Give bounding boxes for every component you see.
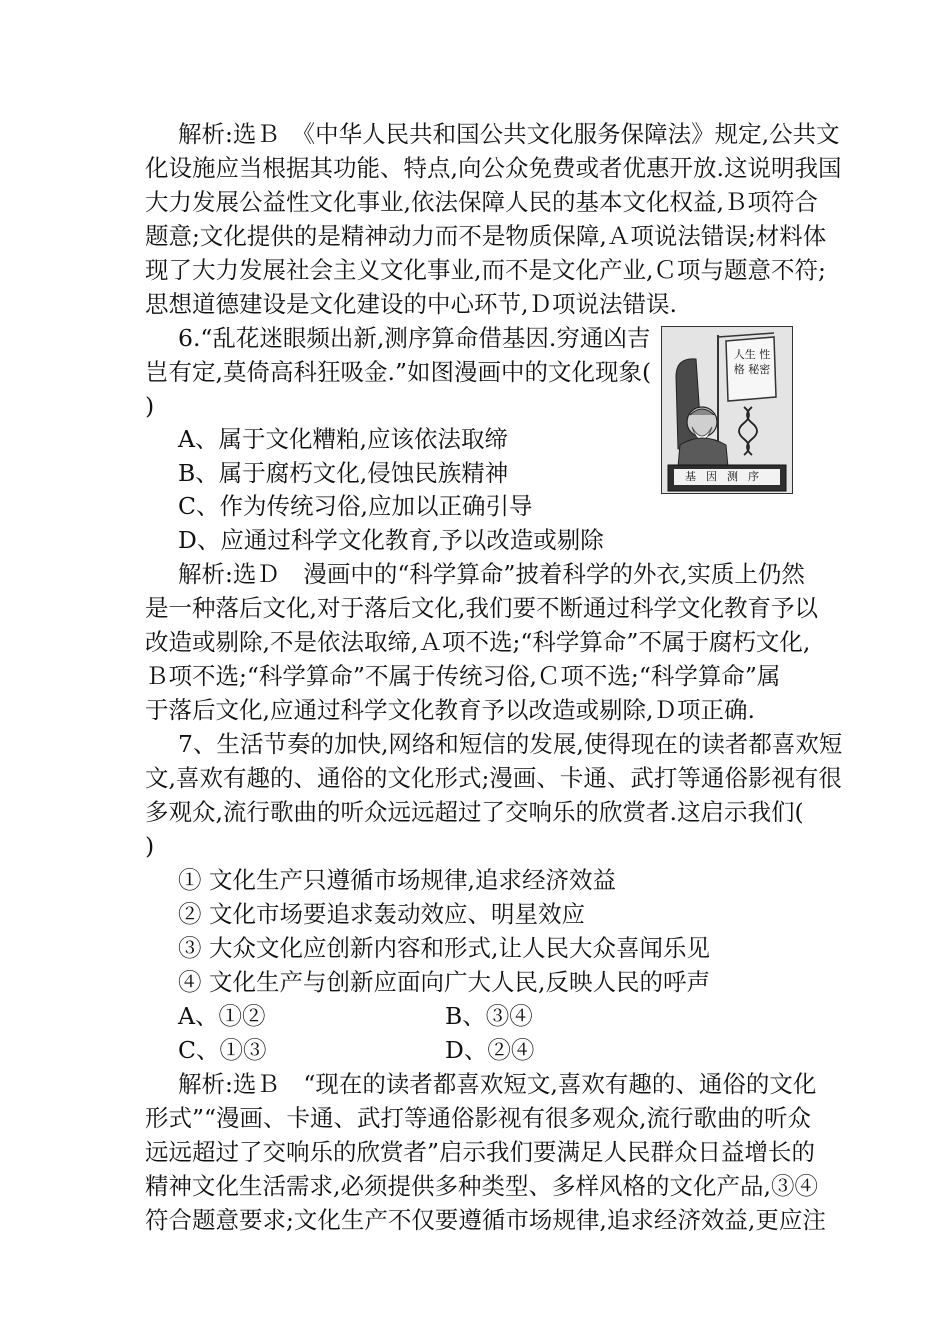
q7-analysis-line-3: 远远超过了交响乐的欣赏者”启示我们要满足人民群众日益增长的 xyxy=(145,1138,816,1166)
q5-analysis-line-3: 大力发展公益性文化事业,依法保障人民的基本文化权益,Ｂ项符合 xyxy=(145,188,818,216)
q6-option-c: C、作为传统习俗,应加以正确引导 xyxy=(178,492,533,520)
q6-option-d: D、应通过科学文化教育,予以改造或剔除 xyxy=(178,526,604,554)
q5-analysis-line-5: 现了大力发展社会主义文化事业,而不是文化产业,Ｃ项与题意不符; xyxy=(145,256,826,284)
q7-stem-line-1: 7、生活节奏的加快,网络和短信的发展,使得现在的读者都喜欢短 xyxy=(178,730,843,758)
q6-analysis-line-3: 改造或剔除,不是依法取缔,Ａ项不选;“科学算命”不属于腐朽文化, xyxy=(145,628,811,656)
q5-analysis-line-4: 题意;文化提供的是精神动力而不是物质保障,Ａ项说法错误;材料体 xyxy=(145,222,827,250)
q7-option-a: A、①② xyxy=(178,1002,266,1030)
fortune-telling-cartoon xyxy=(661,326,793,494)
q7-stem-line-3: 多观众,流行歌曲的听众远远超过了交响乐的欣赏者.这启示我们( xyxy=(145,798,804,826)
q7-item-4: ④ 文化生产与创新应面向广大人民,反映人民的呼声 xyxy=(178,968,710,996)
q5-analysis-line-2: 化设施应当根据其功能、特点,向公众免费或者优惠开放.这说明我国 xyxy=(145,154,842,182)
cartoon-banner-text: 人生 性格 秘密 xyxy=(733,348,771,376)
q6-stem-line-3: ) xyxy=(145,392,155,420)
q7-analysis-line-1: 解析:选Ｂ “现在的读者都喜欢短文,喜欢有趣的、通俗的文化 xyxy=(178,1070,817,1098)
q6-option-b: B、属于腐朽文化,侵蚀民族精神 xyxy=(178,459,509,487)
cartoon-table-text: 基因测序 xyxy=(685,470,769,483)
q6-analysis-line-2: 是一种落后文化,对于落后文化,我们要不断通过科学文化教育予以 xyxy=(145,594,818,622)
q7-stem-line-4: ) xyxy=(145,832,155,860)
q6-stem-line-1: 6.“乱花迷眼频出新,测序算命借基因.穷通凶吉 xyxy=(178,324,651,352)
q7-analysis-line-2: 形式”“漫画、卡通、武打等通俗影视有很多观众,流行歌曲的听众 xyxy=(145,1104,811,1132)
q7-item-3: ③ 大众文化应创新内容和形式,让人民大众喜闻乐见 xyxy=(178,934,710,962)
q7-analysis-line-5: 符合题意要求;文化生产不仅要遵循市场规律,追求经济效益,更应注 xyxy=(145,1206,826,1234)
q7-analysis-line-4: 精神文化生活需求,必须提供多种类型、多样风格的文化产品,③④ xyxy=(145,1172,818,1200)
q7-item-2: ② 文化市场要追求轰动效应、明星效应 xyxy=(178,900,585,928)
q6-analysis-line-1: 解析:选Ｄ 漫画中的“科学算命”披着科学的外衣,实质上仍然 xyxy=(178,560,805,588)
q6-option-a: A、属于文化糟粕,应该依法取缔 xyxy=(178,425,508,453)
q7-option-d: D、②④ xyxy=(445,1036,535,1064)
q6-analysis-line-5: 于落后文化,应通过科学文化教育予以改造或剔除,Ｄ项正确. xyxy=(145,696,755,724)
q5-analysis-line-1: 解析:选Ｂ 《中华人民共和国公共文化服务保障法》规定,公共文 xyxy=(178,120,840,148)
q7-item-1: ① 文化生产只遵循市场规律,追求经济效益 xyxy=(178,866,616,894)
q7-stem-line-2: 文,喜欢有趣的、通俗的文化形式;漫画、卡通、武打等通俗影视有很 xyxy=(145,764,842,792)
q7-option-c: C、①③ xyxy=(178,1036,267,1064)
q7-option-b: B、③④ xyxy=(445,1002,533,1030)
q6-stem-line-2: 岂有定,莫倚高科狂吸金.”如图漫画中的文化现象( xyxy=(145,358,652,386)
q6-analysis-line-4: Ｂ项不选;“科学算命”不属于传统习俗,Ｃ项不选;“科学算命”属 xyxy=(145,662,781,690)
q5-analysis-line-6: 思想道德建设是文化建设的中心环节,Ｄ项说法错误. xyxy=(145,290,677,318)
